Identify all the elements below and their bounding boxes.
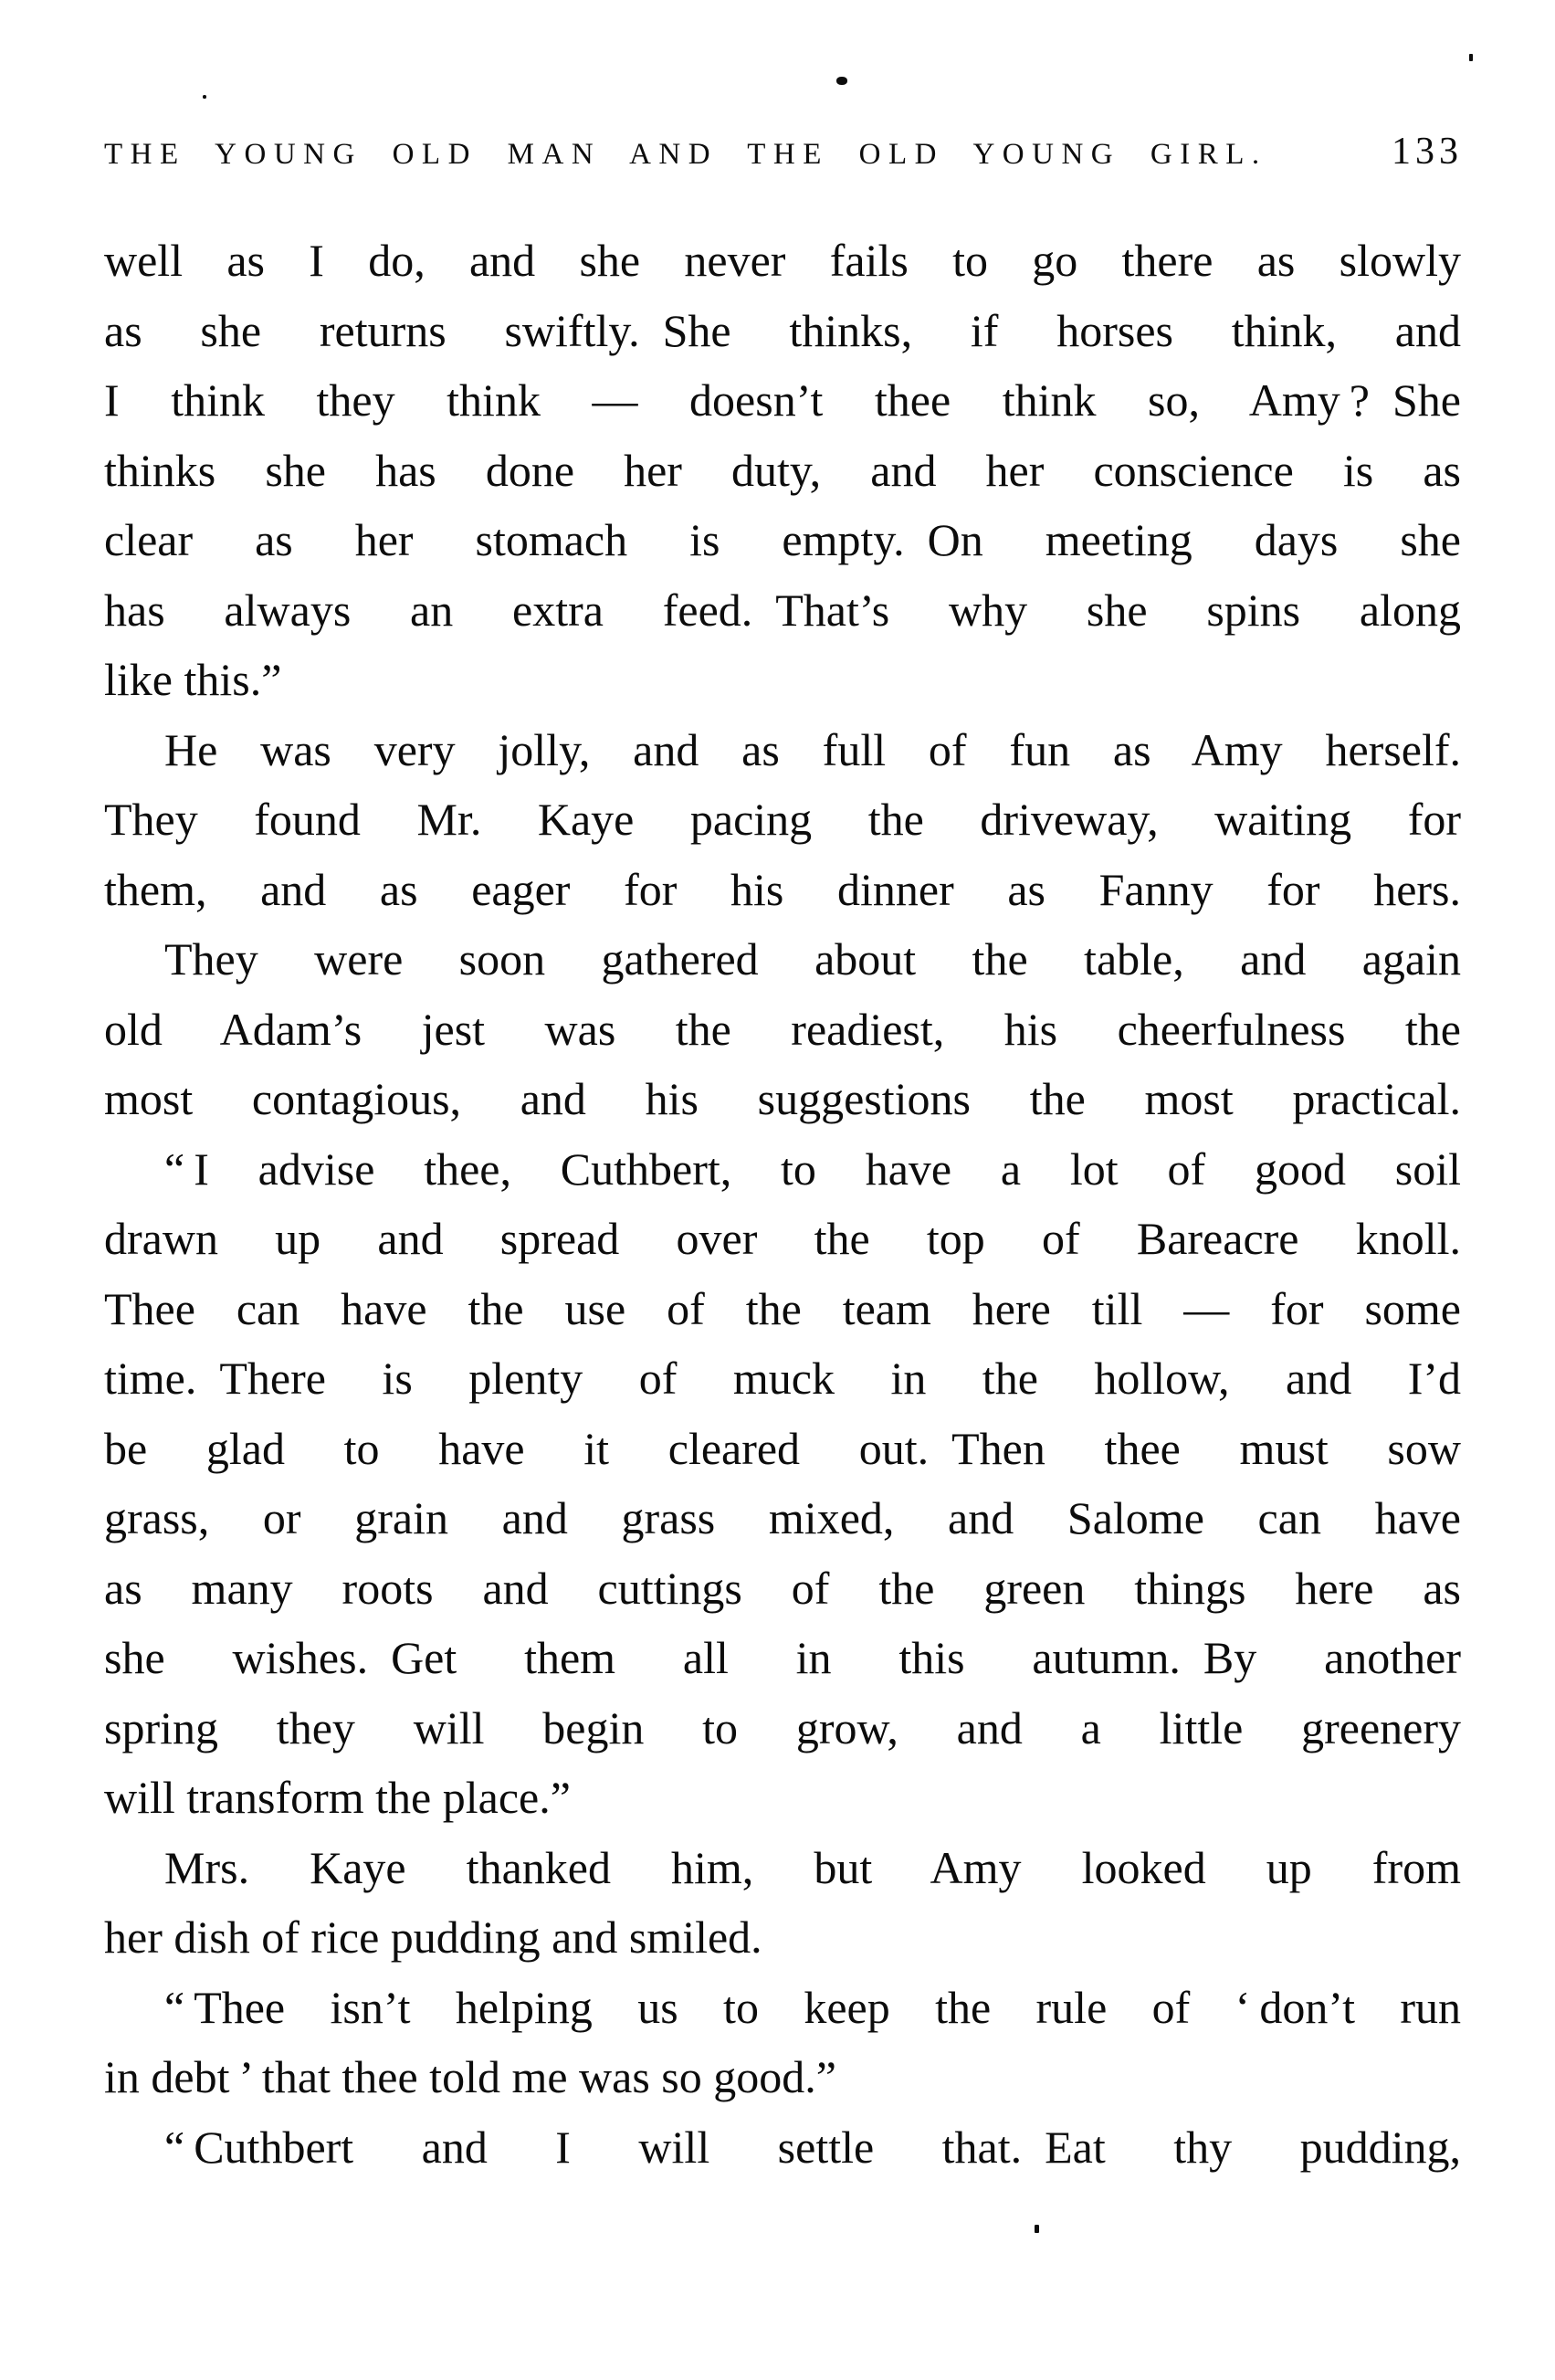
paragraph: [104, 924, 1461, 1134]
text-line: thinks she has done her duty, and her conscience is as: [104, 444, 1461, 496]
text-line: as many roots and cuttings of the green things here as: [104, 1562, 1461, 1614]
running-header: [104, 131, 1463, 173]
paragraph: [104, 1973, 1461, 2112]
text-line: will transform the place.”: [104, 1772, 571, 1823]
text-line: clear as her stomach is empty. On meeting days she: [104, 514, 1461, 565]
ink-speck: [836, 77, 847, 85]
paragraph: [104, 2112, 1461, 2183]
body-text: [104, 226, 1461, 2182]
text-line: in debt ’ that thee told me was so good.”: [104, 2051, 836, 2102]
text-line: I think they think — doesn’t thee think so, Amy ? She: [104, 374, 1461, 426]
text-line: her dish of rice pudding and smiled.: [104, 1911, 762, 1963]
ink-speck: [1035, 2225, 1039, 2233]
text-line: They found Mr. Kaye pacing the driveway, waiting for: [104, 794, 1461, 845]
text-line: time. There is plenty of muck in the hollow, and I’d: [104, 1353, 1461, 1404]
text-line: old Adam’s jest was the readiest, his cheerfulness the: [104, 1003, 1461, 1055]
text-line: “ I advise thee, Cuthbert, to have a lot of good soil: [164, 1143, 1461, 1195]
text-line: has always an extra feed. That’s why she spins along: [104, 584, 1461, 636]
text-line: them, and as eager for his dinner as Fanny for hers.: [104, 863, 1461, 915]
text-line: spring they will begin to grow, and a little greenery: [104, 1701, 1461, 1753]
page-number: 133: [1392, 131, 1463, 173]
text-line: “ Thee isn’t helping us to keep the rule of ‘ don’t run: [164, 1981, 1461, 2033]
paragraph: [104, 226, 1461, 715]
text-line: drawn up and spread over the top of Bareacre knoll.: [104, 1213, 1461, 1264]
text-line: well as I do, and she never fails to go there as slowly: [104, 235, 1461, 286]
text-line: Mrs. Kaye thanked him, but Amy looked up from: [164, 1841, 1461, 1893]
text-line: “ Cuthbert and I will settle that. Eat thy pudding,: [164, 2121, 1461, 2173]
running-header-title: THE YOUNG OLD MAN AND THE OLD YOUNG GIRL.: [104, 137, 1267, 171]
paragraph: [104, 1134, 1461, 1833]
text-line: grass, or grain and grass mixed, and Salome can have: [104, 1492, 1461, 1543]
text-line: be glad to have it cleared out. Then thee must sow: [104, 1422, 1461, 1474]
text-line: They were soon gathered about the table, and again: [164, 933, 1461, 985]
text-line: most contagious, and his suggestions the most practical.: [104, 1073, 1461, 1124]
text-line: as she returns swiftly. She thinks, if horses think, and: [104, 304, 1461, 356]
ink-speck: [1469, 54, 1473, 61]
paragraph: [104, 715, 1461, 925]
paragraph: [104, 1833, 1461, 1973]
text-line: Thee can have the use of the team here till — for some: [104, 1282, 1461, 1334]
text-line: He was very jolly, and as full of fun as Amy herself.: [164, 723, 1461, 775]
ink-speck: [203, 95, 206, 99]
text-line: she wishes. Get them all in this autumn. By another: [104, 1632, 1461, 1683]
text-line: like this.”: [104, 654, 282, 705]
